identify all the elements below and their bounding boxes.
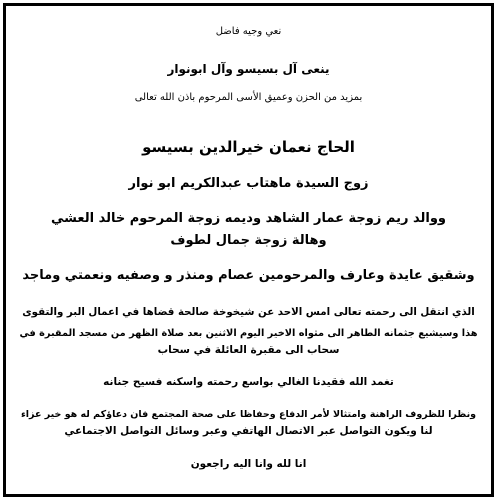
children-line-1: ووالد ريم زوجة عمار الشاهد وديمه زوجة المرحوم خالد العشي	[51, 211, 446, 226]
prayer-line: تغمد الله فقيدنا الغالي بواسع رحمته واسكنه فسيح جنانه	[103, 376, 394, 388]
grief-line: بمزيد من الحزن وعميق الأسى المرحوم باذن الله تعالى	[134, 92, 363, 103]
deceased-name: الحاج نعمان خيرالدين بسيسو	[142, 138, 355, 156]
children-line-2: وهالة زوجة جمال لطوف	[170, 233, 327, 248]
condolence-line-1: ونظرا للظروف الراهنة وامتثالا لأمر الدفاع وحفاظا على صحة المجتمع فان دعاؤكم له هو خير عزاء	[20, 409, 477, 420]
obituary-notice	[3, 3, 494, 497]
funeral-line-2: سحاب الى مقبرة العائلة في سحاب	[157, 344, 340, 356]
condolence-line-2: لنا ويكون التواصل عبر الاتصال الهاتفي وعبر وسائل التواصل الاجتماعي	[64, 425, 433, 437]
funeral-line-1: هذا وسيشيع جثمانه الطاهر الى مثواه الاخير اليوم الاثنين بعد صلاة الظهر من مسجد المقبرة في	[19, 328, 478, 339]
closing-verse: انا لله وانا اليه راجعون	[190, 458, 307, 470]
notice-intro: نعي وجيه فاضل	[215, 26, 282, 37]
death-line: الذي انتقل الى رحمته تعالى امس الاحد عن شيخوخة صالحة قضاها في اعمال البر والتقوى	[22, 306, 475, 318]
siblings-line: وشقيق عايدة وعارف والمرحومين عصام ومنذر و وصفيه ونعمتي وماجد	[22, 268, 475, 283]
announcing-families: ينعى آل بسيسو وآل ابونوار	[167, 62, 330, 76]
wife-line: زوج السيدة ماهتاب عبدالكريم ابو نوار	[128, 176, 369, 191]
